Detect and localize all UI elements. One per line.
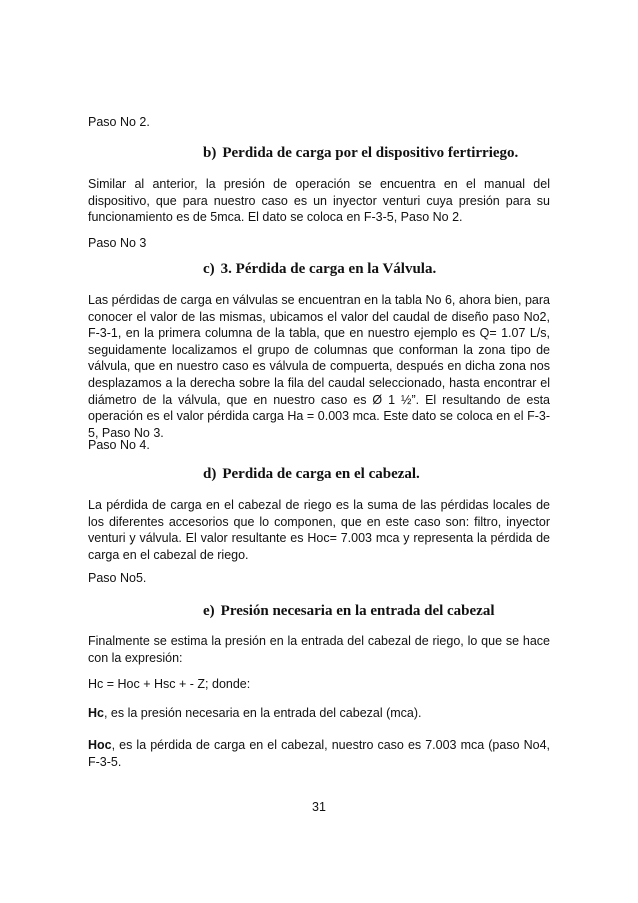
hoc-def: , es la pérdida de carga en el cabezal, nuestro caso es 7.003 mca (paso No4, F-3-5. [88, 738, 550, 769]
heading-b-label: b) [203, 145, 217, 161]
heading-e-label: e) [203, 603, 215, 619]
paragraph-d: La pérdida de carga en el cabezal de riego es la suma de las pérdidas locales de los diferentes accesorios que lo componen, que en este caso son: filtro, inyector venturi y válvula. El valor resultante es Hoc= 7.003 mca y representa la pérdida de carga en el cabezal de riego. [88, 498, 550, 562]
heading-d [203, 465, 420, 483]
paso-4-label: Paso No 4. [88, 438, 150, 452]
page-number: 31 [312, 800, 326, 814]
paragraph-c: Las pérdidas de carga en válvulas se encuentran en la tabla No 6, ahora bien, para conocer el valor de las mismas, ubicamos el valor del caudal de diseño paso No2, F-3-1, en la primera columna de la tabla, que en nuestro ejemplo es Q= 1.07 L/s, seguidamente localizamos el grupo de columnas que conforman la zona tipo de válvula, que en nuestro caso es válvula de compuerta, después en dicha zona nos desplazamos a la derecha sobre la fila del caudal seleccionado, hasta encontrar el diámetro de la válvula, que en nuestro caso es Ø 1 ½”. El resultando de esta operación es el valor pérdida carga Ha = 0.003 mca. Este dato se coloca en el F-3-5, Paso No 3. [88, 293, 550, 440]
heading-c-title: 3. Pérdida de carga en la Válvula. [220, 261, 437, 277]
heading-e-title: Presión necesaria en la entrada del cabezal [220, 603, 495, 619]
heading-e [203, 602, 495, 620]
heading-b-title: Perdida de carga por el dispositivo fertirriego. [222, 145, 519, 161]
heading-d-title: Perdida de carga en el cabezal. [222, 466, 420, 482]
hc-def: , es la presión necesaria en la entrada del cabezal (mca). [103, 706, 422, 720]
heading-d-label: d) [203, 466, 217, 482]
paragraph-e: Finalmente se estima la presión en la entrada del cabezal de riego, lo que se hace con la expresión: [88, 634, 550, 665]
paso-2-label: Paso No 2. [88, 115, 150, 129]
hc-term: Hc [88, 706, 104, 720]
hoc-definition [88, 737, 550, 770]
formula-line: Hc = Hoc + Hsc + - Z; donde: [88, 677, 251, 691]
heading-c-label: c) [203, 261, 215, 277]
paso-5-label: Paso No5. [88, 571, 147, 585]
paso-3-label: Paso No 3 [88, 236, 147, 250]
hc-definition [88, 705, 550, 722]
hoc-term: Hoc [88, 738, 112, 752]
heading-b [203, 144, 518, 162]
heading-c [203, 260, 436, 278]
paragraph-b: Similar al anterior, la presión de operación se encuentra en el manual del dispositivo, que para nuestro caso es un inyector venturi cuya presión para su funcionamiento es de 5mca. El dato se coloca en F-3-5, Paso No 2. [88, 177, 550, 225]
